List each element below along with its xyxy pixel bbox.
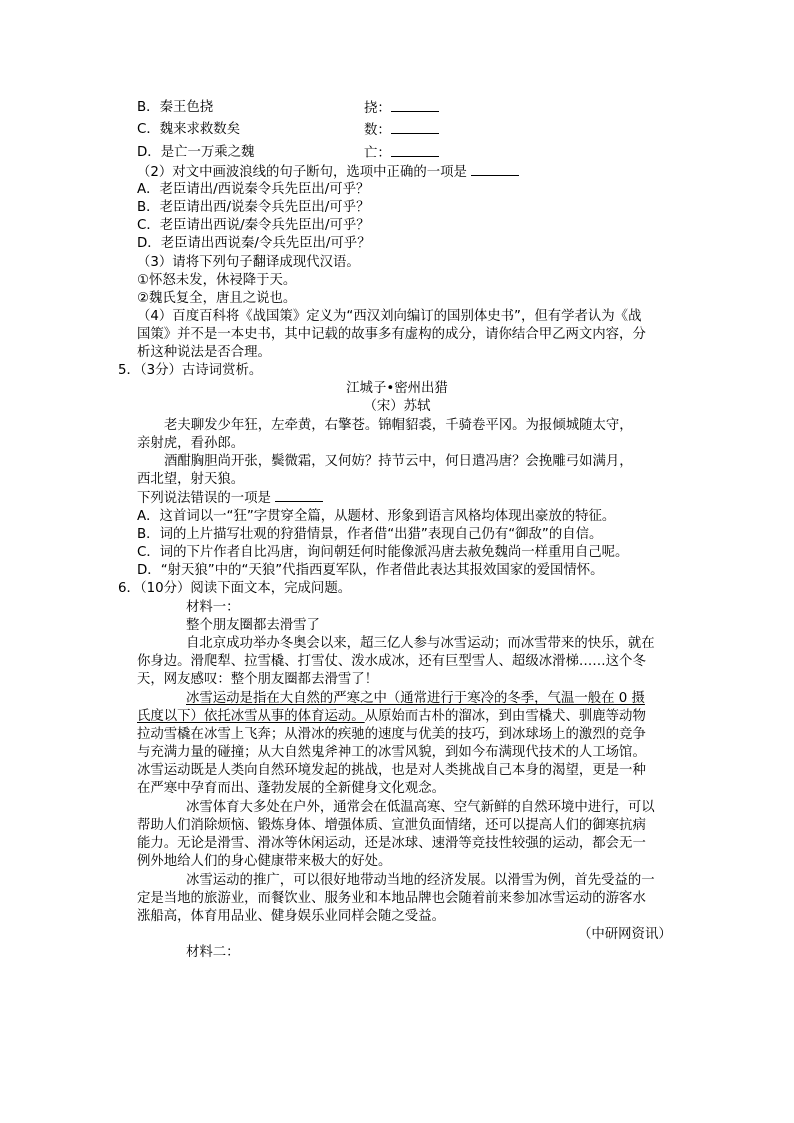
q4-sub2-option-c: C．老臣请出西说/秦令兵先臣出/可乎？ xyxy=(137,218,370,233)
paragraph-line: 拉动雪橇在冰雪上飞奔；从滑冰的疾驰的速度与优美的技巧，到冰球场上的激烈的竞争 xyxy=(137,727,646,742)
q5-stem: 下列说法错误的一项是 xyxy=(137,489,323,508)
material-1-label: 材料一： xyxy=(186,600,240,615)
q4-sub4-line: 析这种说法是否合理。 xyxy=(137,345,271,360)
paragraph-line: 天，网友感叹：整个朋友圈都去滑雪了！ xyxy=(137,672,379,687)
paragraph-line: 冰雪运动的推广，可以很好地带动当地的经济发展。以滑雪为例，首先受益的一 xyxy=(186,873,655,888)
paragraph-line: 在严寒中孕育而出、蓬勃发展的全新健身文化观念。 xyxy=(137,781,445,796)
poem-line: 亲射虎，看孙郎。 xyxy=(137,436,245,451)
answer-blank xyxy=(275,489,323,502)
q4-option-b: B．秦王色挠 xyxy=(137,100,214,115)
q4-option-b-blank: 挠： xyxy=(364,99,439,118)
poem-line: 老夫聊发少年狂，左牵黄，右擎苍。锦帽貂裘，千骑卷平冈。为报倾城随太守， xyxy=(164,418,633,433)
q4-sub2-option-a: A．老臣请出/西说秦令兵先臣出/可乎？ xyxy=(137,182,370,197)
poem-author: （宋）苏轼 xyxy=(363,399,431,414)
q5-option-a: A．这首词以一“狂”字贯穿全篇，从题材、形象到语言风格均体现出豪放的特征。 xyxy=(137,509,616,524)
q4-sub3-stem: （3）请将下列句子翻译成现代汉语。 xyxy=(137,255,360,270)
q6-heading: 6．（10分）阅读下面文本，完成问题。 xyxy=(118,581,352,596)
material-1-title: 整个朋友圈都去滑雪了 xyxy=(186,618,320,633)
material-2-label: 材料二： xyxy=(186,945,240,960)
q4-sub2-option-b: B．老臣请出西/说秦令兵先臣出/可乎？ xyxy=(137,200,370,215)
q5-heading: 5．（3分）古诗词赏析。 xyxy=(118,363,263,378)
underlined-sentence: 冰雪运动是指在大自然的严寒之中（通常进行于寒冷的冬季，气温一般在 0 摄 xyxy=(186,691,645,706)
paragraph-line: 与充满力量的碰撞；从大自然鬼斧神工的冰雪风貌，到如今布满现代技术的人工场馆。 xyxy=(137,745,646,760)
answer-blank xyxy=(471,163,519,176)
paragraph-line: 例外地给人们的身心健康带来极大的好处。 xyxy=(137,854,392,869)
paragraph-line: 能力。无论是滑雪、滑冰等休闲运动，还是冰球、速滑等竞技性较强的运动，都会无一 xyxy=(137,836,646,851)
q4-option-d-blank: 亡： xyxy=(364,144,439,163)
paragraph-line: 涨船高，体育用品业、健身娱乐业同样会随之受益。 xyxy=(137,909,445,924)
q4-sub4-line: （4）百度百科将《战国策》定义为“西汉刘向编订的国别体史书”，但有学者认为《战 xyxy=(137,309,642,324)
poem-line: 西北望，射天狼。 xyxy=(137,472,245,487)
answer-blank xyxy=(391,121,439,134)
source-note: （中研网资讯） xyxy=(578,927,672,942)
q4-option-c: C．魏来求救数矣 xyxy=(137,122,241,137)
answer-blank xyxy=(391,144,439,157)
q5-option-c: C．词的下片作者自比冯唐，询问朝廷何时能像派冯唐去赦免魏尚一样重用自己呢。 xyxy=(137,545,629,560)
underlined-sentence: 氏度以下）依托冰雪从事的体育运动。 xyxy=(137,709,365,724)
paragraph-line: 定是当地的旅游业，而餐饮业、服务业和本地品牌也会随着前来参加冰雪运动的游客水 xyxy=(137,891,646,906)
paragraph-line: 冰雪体育大多处在户外，通常会在低温高寒、空气新鲜的自然环境中进行，可以 xyxy=(186,800,655,815)
paragraph-line: 冰雪运动既是人类向自然环境发起的挑战，也是对人类挑战自己本身的渴望，更是一种 xyxy=(137,763,646,778)
poem-title: 江城子•密州出猎 xyxy=(346,381,448,396)
q4-sub3-item-1: ①怀怒未发，休祲降于天。 xyxy=(137,273,297,288)
q4-sub2-stem: （2）对文中画波浪线的句子断句，选项中正确的一项是 xyxy=(137,163,519,182)
q4-sub2-option-d: D．老臣请出西说秦/令兵先臣出/可乎？ xyxy=(137,236,371,251)
paragraph-line: 帮助人们消除烦恼、锻炼身体、增强体质、宣泄负面情绪，还可以提高人们的御寒抗病 xyxy=(137,818,646,833)
q4-option-d: D．是亡一万乘之魏 xyxy=(137,145,255,160)
q5-option-b: B．词的上片描写壮观的狩猎情景，作者借“出猎”表现自己仍有“御敌”的自信。 xyxy=(137,527,603,542)
q4-sub4-line: 国策》并不是一本史书，其中记载的故事多有虚构的成分，请你结合甲乙两文内容，分 xyxy=(137,327,646,342)
paragraph-line: 你身边。滑爬犁、拉雪橇、打雪仗、泼水成冰，还有巨型雪人、超级冰滑梯……这个冬 xyxy=(137,654,646,669)
q5-option-d: D．“射天狼”中的“天狼”代指西夏军队，作者借此表达其报效国家的爱国情怀。 xyxy=(137,563,604,578)
q4-option-c-blank: 数： xyxy=(364,121,439,140)
paragraph-line: 自北京成功举办冬奥会以来，超三亿人参与冰雪运动；而冰雪带来的快乐，就在 xyxy=(186,636,655,651)
poem-line: 酒酣胸胆尚开张，鬓微霜，又何妨？持节云中，何日遣冯唐？会挽雕弓如满月， xyxy=(164,454,633,469)
q4-sub3-item-2: ②魏氏复全，唐且之说也。 xyxy=(137,291,297,306)
answer-blank xyxy=(391,99,439,112)
paragraph-line: 氏度以下）依托冰雪从事的体育运动。从原始而古朴的溜冰，到由雪橇犬、驯鹿等动物 xyxy=(137,709,646,724)
